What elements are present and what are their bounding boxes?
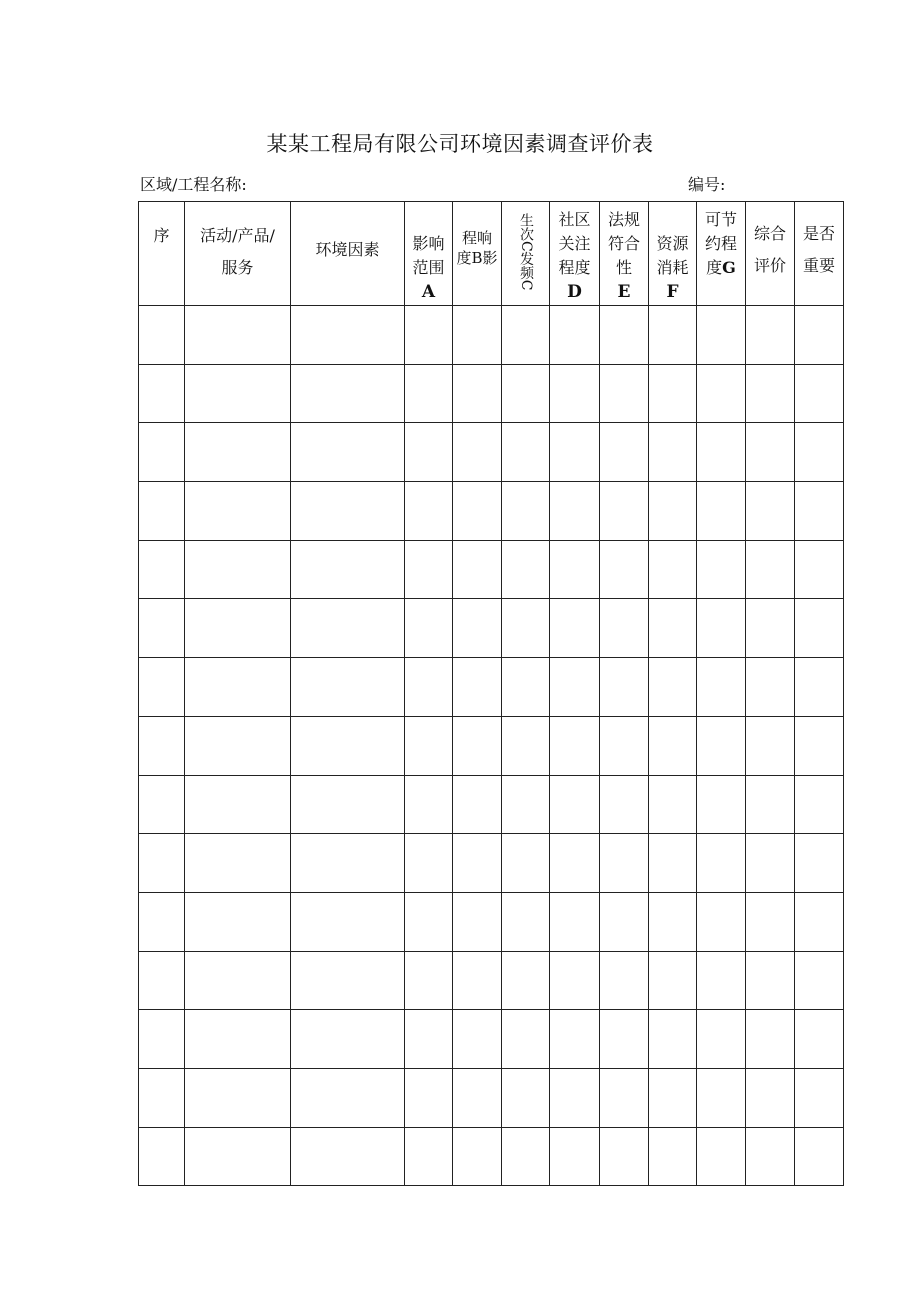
table-cell[interactable]: [185, 892, 291, 951]
table-cell[interactable]: [453, 892, 502, 951]
table-cell[interactable]: [600, 658, 649, 717]
table-cell[interactable]: [291, 423, 405, 482]
table-cell[interactable]: [600, 951, 649, 1010]
table-cell[interactable]: [746, 716, 795, 775]
table-cell[interactable]: [746, 951, 795, 1010]
table-cell[interactable]: [697, 599, 746, 658]
table-cell[interactable]: [502, 834, 550, 893]
table-cell[interactable]: [697, 658, 746, 717]
header-overall: 综合 评价: [746, 202, 795, 306]
table-cell[interactable]: [185, 540, 291, 599]
table-cell[interactable]: [502, 775, 550, 834]
table-row: [139, 1127, 844, 1186]
table-cell[interactable]: [502, 658, 550, 717]
table-cell[interactable]: [697, 1010, 746, 1069]
table-cell[interactable]: [550, 775, 600, 834]
page-title: 某某工程局有限公司环境因素调查评价表: [266, 132, 654, 156]
table-row: [139, 1068, 844, 1127]
table-row: [139, 834, 844, 893]
header-legal: 法规 符合 性 E: [600, 202, 649, 306]
table-cell[interactable]: [697, 775, 746, 834]
table-cell[interactable]: [795, 364, 844, 423]
evaluation-table: [138, 201, 844, 1186]
table-row: [139, 716, 844, 775]
table-cell[interactable]: [291, 1127, 405, 1186]
table-cell[interactable]: [291, 1010, 405, 1069]
table-cell[interactable]: [405, 658, 453, 717]
table-cell[interactable]: [795, 716, 844, 775]
table-cell[interactable]: [697, 892, 746, 951]
table-cell[interactable]: [649, 951, 697, 1010]
table-cell[interactable]: [139, 716, 185, 775]
table-cell[interactable]: [697, 423, 746, 482]
table-cell[interactable]: [453, 1068, 502, 1127]
table-cell[interactable]: [746, 658, 795, 717]
table-cell[interactable]: [291, 306, 405, 365]
table-cell[interactable]: [453, 1127, 502, 1186]
table-cell[interactable]: [795, 834, 844, 893]
table-cell[interactable]: [453, 716, 502, 775]
table-cell[interactable]: [185, 306, 291, 365]
table-cell[interactable]: [453, 423, 502, 482]
table-cell[interactable]: [600, 834, 649, 893]
table-cell[interactable]: [746, 482, 795, 541]
table-cell[interactable]: [550, 716, 600, 775]
table-cell[interactable]: [291, 951, 405, 1010]
table-cell[interactable]: [291, 834, 405, 893]
table-cell[interactable]: [746, 1068, 795, 1127]
table-cell[interactable]: [746, 892, 795, 951]
table-cell[interactable]: [795, 775, 844, 834]
table-cell[interactable]: [795, 599, 844, 658]
table-cell[interactable]: [697, 1127, 746, 1186]
table-cell[interactable]: [405, 775, 453, 834]
table-cell[interactable]: [139, 775, 185, 834]
table-cell[interactable]: [502, 1010, 550, 1069]
table-cell[interactable]: [649, 658, 697, 717]
table-cell[interactable]: [139, 364, 185, 423]
table-cell[interactable]: [291, 599, 405, 658]
table-cell[interactable]: [139, 482, 185, 541]
table-cell[interactable]: [139, 1068, 185, 1127]
table-cell[interactable]: [405, 364, 453, 423]
table-cell[interactable]: [697, 482, 746, 541]
header-frequency: 生次C发频C: [502, 202, 550, 306]
table-row: [139, 1010, 844, 1069]
table-cell[interactable]: [453, 599, 502, 658]
table-cell[interactable]: [185, 775, 291, 834]
header-save: 可节 约程 度G: [697, 202, 746, 306]
header-resource: 资源 消耗 F: [649, 202, 697, 306]
table-cell[interactable]: [453, 834, 502, 893]
table-cell[interactable]: [550, 892, 600, 951]
table-cell[interactable]: [502, 716, 550, 775]
table-cell[interactable]: [453, 306, 502, 365]
table-cell[interactable]: [600, 775, 649, 834]
table-cell[interactable]: [405, 423, 453, 482]
table-cell[interactable]: [405, 892, 453, 951]
table-cell[interactable]: [550, 658, 600, 717]
table-cell[interactable]: [291, 658, 405, 717]
table-cell[interactable]: [405, 716, 453, 775]
table-cell[interactable]: [453, 658, 502, 717]
table-cell[interactable]: [795, 482, 844, 541]
table-cell[interactable]: [697, 364, 746, 423]
table-cell[interactable]: [502, 892, 550, 951]
table-cell[interactable]: [185, 1010, 291, 1069]
table-row: [139, 364, 844, 423]
table-cell[interactable]: [139, 951, 185, 1010]
header-env-factor: 环境因素: [291, 202, 405, 306]
table-cell[interactable]: [550, 1127, 600, 1186]
table-cell[interactable]: [600, 482, 649, 541]
table-cell[interactable]: [697, 716, 746, 775]
header-community: 社区 关注 程度 D: [550, 202, 600, 306]
table-cell[interactable]: [600, 423, 649, 482]
table-cell[interactable]: [453, 482, 502, 541]
table-cell[interactable]: [291, 540, 405, 599]
table-cell[interactable]: [746, 775, 795, 834]
number-label: 编号:: [688, 175, 726, 194]
table-cell[interactable]: [649, 834, 697, 893]
table-header-row: [139, 202, 844, 306]
table-cell[interactable]: [502, 364, 550, 423]
table-cell[interactable]: [600, 716, 649, 775]
table-cell[interactable]: [139, 540, 185, 599]
area-label: 区域/工程名称:: [140, 175, 247, 194]
table-cell[interactable]: [185, 1068, 291, 1127]
header-scope: 影响 范围 A: [405, 202, 453, 306]
table-cell[interactable]: [649, 1127, 697, 1186]
table-cell[interactable]: [550, 1068, 600, 1127]
table-cell[interactable]: [185, 658, 291, 717]
table-cell[interactable]: [185, 482, 291, 541]
header-seq: 序: [139, 202, 185, 306]
table-cell[interactable]: [649, 423, 697, 482]
table-cell[interactable]: [746, 834, 795, 893]
table-cell[interactable]: [453, 364, 502, 423]
table-cell[interactable]: [453, 540, 502, 599]
table-cell[interactable]: [746, 364, 795, 423]
table-cell[interactable]: [697, 540, 746, 599]
table-cell[interactable]: [550, 834, 600, 893]
table-cell[interactable]: [746, 1127, 795, 1186]
table-cell[interactable]: [502, 951, 550, 1010]
table-cell[interactable]: [746, 306, 795, 365]
table-cell[interactable]: [502, 482, 550, 541]
table-cell[interactable]: [649, 775, 697, 834]
table-cell[interactable]: [550, 951, 600, 1010]
table-cell[interactable]: [185, 423, 291, 482]
table-cell[interactable]: [649, 716, 697, 775]
table-cell[interactable]: [600, 892, 649, 951]
table-cell[interactable]: [600, 599, 649, 658]
table-row: [139, 951, 844, 1010]
table-cell[interactable]: [550, 423, 600, 482]
table-cell[interactable]: [600, 1010, 649, 1069]
table-body: [139, 306, 844, 1186]
table-cell[interactable]: [139, 658, 185, 717]
table-cell[interactable]: [405, 951, 453, 1010]
table-cell[interactable]: [600, 306, 649, 365]
table-cell[interactable]: [405, 599, 453, 658]
table-cell[interactable]: [139, 423, 185, 482]
table-cell[interactable]: [502, 306, 550, 365]
table-cell[interactable]: [550, 306, 600, 365]
table-row: [139, 482, 844, 541]
table-cell[interactable]: [795, 1127, 844, 1186]
table-cell[interactable]: [649, 1068, 697, 1127]
table-cell[interactable]: [291, 364, 405, 423]
table-cell[interactable]: [453, 1010, 502, 1069]
table-cell[interactable]: [405, 306, 453, 365]
header-degree: 程响 度B影: [453, 202, 502, 306]
table-row: [139, 306, 844, 365]
table-cell[interactable]: [697, 1068, 746, 1127]
table-cell[interactable]: [139, 1127, 185, 1186]
table-cell[interactable]: [697, 834, 746, 893]
table-cell[interactable]: [405, 834, 453, 893]
table-cell[interactable]: [139, 1010, 185, 1069]
table-cell[interactable]: [795, 892, 844, 951]
table-cell[interactable]: [502, 1127, 550, 1186]
table-cell[interactable]: [453, 951, 502, 1010]
table-row: [139, 892, 844, 951]
table-cell[interactable]: [795, 1010, 844, 1069]
table-cell[interactable]: [746, 423, 795, 482]
table-cell[interactable]: [185, 599, 291, 658]
table-cell[interactable]: [185, 716, 291, 775]
table-cell[interactable]: [185, 951, 291, 1010]
table-cell[interactable]: [185, 364, 291, 423]
table-cell[interactable]: [649, 306, 697, 365]
table-cell[interactable]: [291, 892, 405, 951]
table-cell[interactable]: [600, 1068, 649, 1127]
table-cell[interactable]: [649, 892, 697, 951]
table-cell[interactable]: [291, 482, 405, 541]
table-cell[interactable]: [550, 482, 600, 541]
table-cell[interactable]: [550, 1010, 600, 1069]
header-important: 是否 重要: [795, 202, 844, 306]
table-row: [139, 599, 844, 658]
table-cell[interactable]: [453, 775, 502, 834]
table-cell[interactable]: [139, 599, 185, 658]
table-cell[interactable]: [795, 306, 844, 365]
table-cell[interactable]: [185, 834, 291, 893]
table-cell[interactable]: [291, 716, 405, 775]
table-cell[interactable]: [139, 892, 185, 951]
table-cell[interactable]: [502, 1068, 550, 1127]
table-cell[interactable]: [795, 1068, 844, 1127]
table-cell[interactable]: [502, 540, 550, 599]
table-cell[interactable]: [291, 1068, 405, 1127]
table-cell[interactable]: [649, 1010, 697, 1069]
table-cell[interactable]: [697, 306, 746, 365]
table-cell[interactable]: [795, 540, 844, 599]
table-cell[interactable]: [550, 540, 600, 599]
table-cell[interactable]: [405, 1010, 453, 1069]
table-cell[interactable]: [139, 306, 185, 365]
table-cell[interactable]: [649, 599, 697, 658]
table-cell[interactable]: [649, 482, 697, 541]
table-cell[interactable]: [697, 951, 746, 1010]
table-cell[interactable]: [649, 364, 697, 423]
table-cell[interactable]: [600, 364, 649, 423]
table-row: [139, 540, 844, 599]
table-cell[interactable]: [600, 540, 649, 599]
table-cell[interactable]: [600, 1127, 649, 1186]
header-activity: 活动/产品/ 服务: [185, 202, 291, 306]
table-cell[interactable]: [795, 658, 844, 717]
table-cell[interactable]: [550, 599, 600, 658]
table-cell[interactable]: [550, 364, 600, 423]
table-cell[interactable]: [649, 540, 697, 599]
table-cell[interactable]: [502, 599, 550, 658]
table-cell[interactable]: [795, 951, 844, 1010]
table-row: [139, 423, 844, 482]
table-row: [139, 658, 844, 717]
table-cell[interactable]: [185, 1127, 291, 1186]
table-cell[interactable]: [291, 775, 405, 834]
table-cell[interactable]: [405, 1127, 453, 1186]
table-cell[interactable]: [405, 540, 453, 599]
table-cell[interactable]: [405, 482, 453, 541]
table-cell[interactable]: [139, 834, 185, 893]
table-cell[interactable]: [795, 423, 844, 482]
table-cell[interactable]: [746, 1010, 795, 1069]
table-cell[interactable]: [502, 423, 550, 482]
table-cell[interactable]: [405, 1068, 453, 1127]
table-cell[interactable]: [746, 540, 795, 599]
table-row: [139, 775, 844, 834]
table-cell[interactable]: [746, 599, 795, 658]
